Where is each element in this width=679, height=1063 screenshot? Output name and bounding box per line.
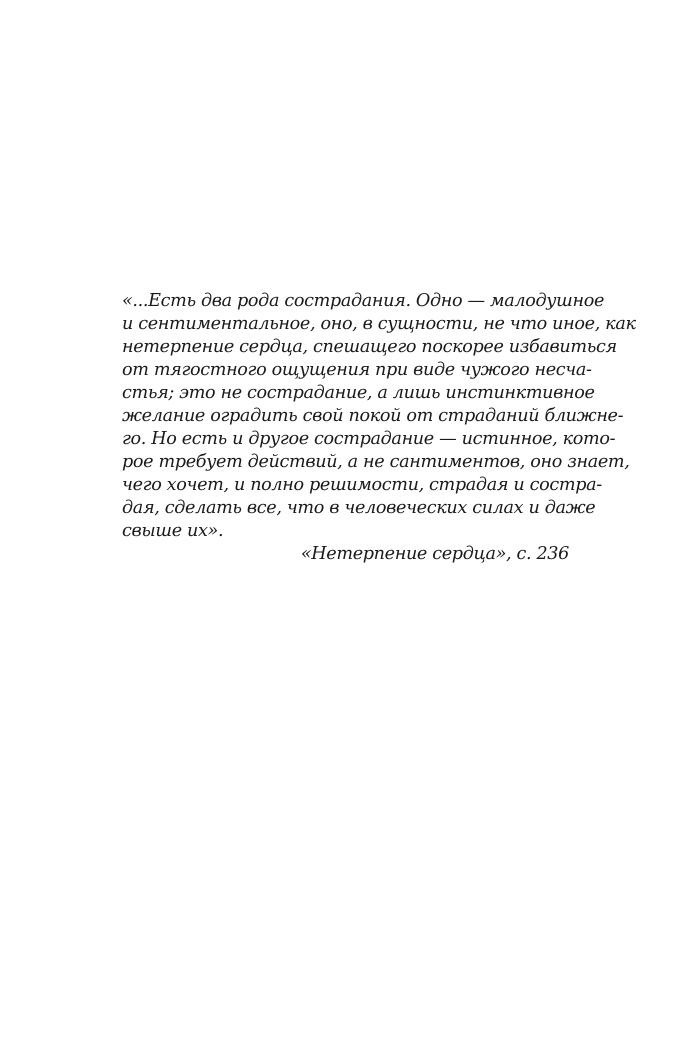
quote-line: дая, сделать все, что в человеческих силах и даже <box>122 498 596 518</box>
quote-line: от тягостного ощущения при виде чужого несча- <box>122 360 592 380</box>
quote-line: желание оградить свой покой от страданий ближне- <box>122 406 624 426</box>
quote-line: чего хочет, и полно решимости, страдая и состра- <box>122 475 602 495</box>
quote-line: стья; это не сострадание, а лишь инстинктивное <box>122 383 595 403</box>
quote-line: свыше их». <box>122 521 224 541</box>
quote-line: «...Есть два рода сострадания. Одно — малодушное <box>122 291 605 311</box>
quote-line: и сентиментальное, оно, в сущности, не что иное, как <box>122 314 636 334</box>
epigraph-attribution: «Нетерпение сердца», с. 236 <box>300 544 569 564</box>
epigraph-quote <box>122 290 636 543</box>
quote-line: го. Но есть и другое сострадание — истинное, кото- <box>122 429 616 449</box>
quote-line: рое требует действий, а не сантиментов, оно знает, <box>122 452 630 472</box>
epigraph <box>122 290 636 566</box>
quote-line: нетерпение сердца, спешащего поскорее избавиться <box>122 337 617 357</box>
